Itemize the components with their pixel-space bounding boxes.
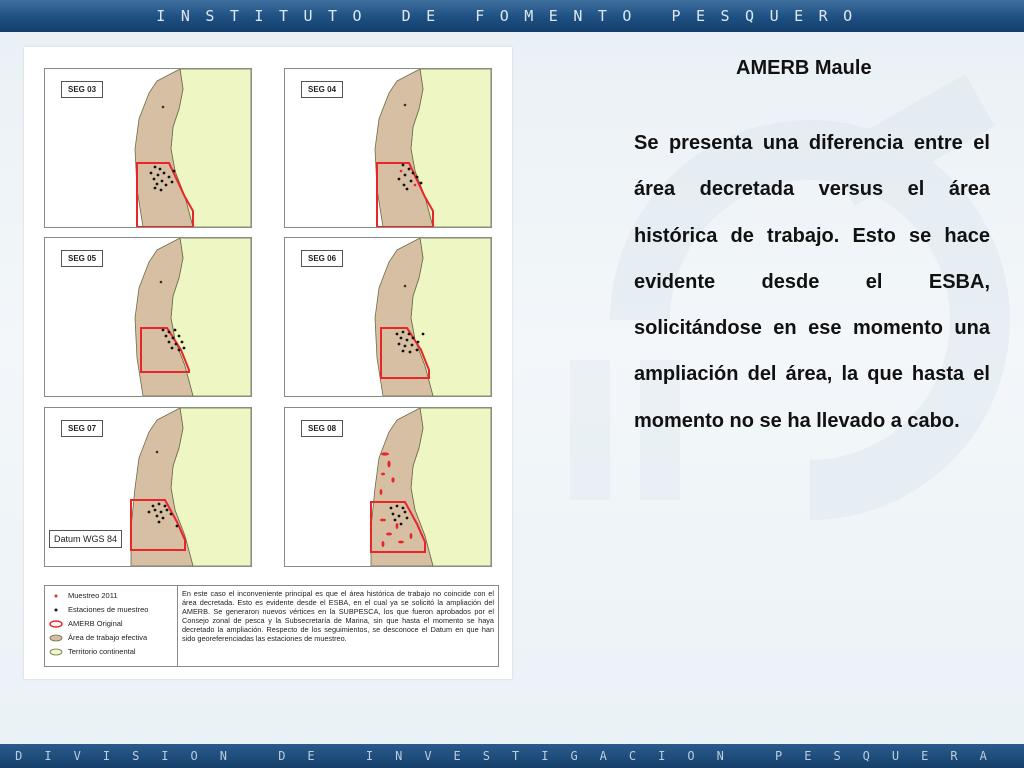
slide-title: AMERB Maule [736, 57, 872, 79]
red-outline-icon [49, 620, 63, 628]
header-banner [0, 0, 1024, 32]
seg-label: SEG 08 [301, 420, 343, 437]
legend-label: Estaciones de muestreo [68, 605, 149, 614]
green-fill-icon [49, 648, 63, 656]
footer-banner-text: DIVISION DE INVESTIGACION PESQUERA [15, 749, 1009, 763]
black-dot-icon [49, 606, 63, 614]
seg-label: SEG 06 [301, 250, 343, 267]
seg-label: SEG 04 [301, 81, 343, 98]
figure-note: En este caso el inconveniente principal es que el área histórica de trabajo no coincide con el área decretada. Esto es evidente desde el ESBA, en el cual ya se solicitó la ampliación del AMERB. Se generaron nuevos vértices en la SUBPESCA, los que fueron aprobados por el Consejo zonal de pesca y la Subsecretaría de Marina, sin que hasta el momento se haya decretado la ampliación. Respecto de los seguimientos, se desconoce el Datum en que han sido georeferenciadas las estaciones de muestreo. [177, 585, 499, 667]
legend-item-amerb [49, 618, 123, 629]
legend-label: Muestreo 2011 [68, 591, 118, 600]
amerb-map-figure [24, 47, 512, 679]
legend-item-area [49, 632, 147, 643]
legend-item-muestreo [49, 590, 117, 601]
legend-label: AMERB Original [68, 619, 123, 628]
map-legend [44, 585, 178, 667]
legend-label: Territorio continental [68, 647, 136, 656]
map-panel-seg07 [44, 407, 252, 567]
map-panel-seg03 [44, 68, 252, 228]
map-panel-seg05 [44, 237, 252, 397]
red-dot-icon [49, 592, 63, 600]
legend-label: Área de trabajo efectiva [68, 633, 148, 642]
legend-item-estaciones [49, 604, 148, 615]
slide-paragraph: Se presenta una diferencia entre el área decretada versus el área histórica de trabajo. Esto se hace evidente desde el ESBA, solicitándose en ese momento una ampliación del área, la que hasta el momento no se ha llevado a cabo. [634, 132, 990, 432]
seg-label: SEG 07 [61, 420, 103, 437]
map-panel-seg06 [284, 237, 492, 397]
seg-label: SEG 03 [61, 81, 103, 98]
legend-item-territorio [49, 646, 136, 657]
seg-label: SEG 05 [61, 250, 103, 267]
tan-fill-icon [49, 634, 63, 642]
datum-label: Datum WGS 84 [49, 530, 122, 548]
map-panel-seg04 [284, 68, 492, 228]
map-panel-seg08 [284, 407, 492, 567]
footer-banner [0, 744, 1024, 768]
header-banner-text: INSTITUTO DE FOMENTO PESQUERO [156, 7, 868, 25]
